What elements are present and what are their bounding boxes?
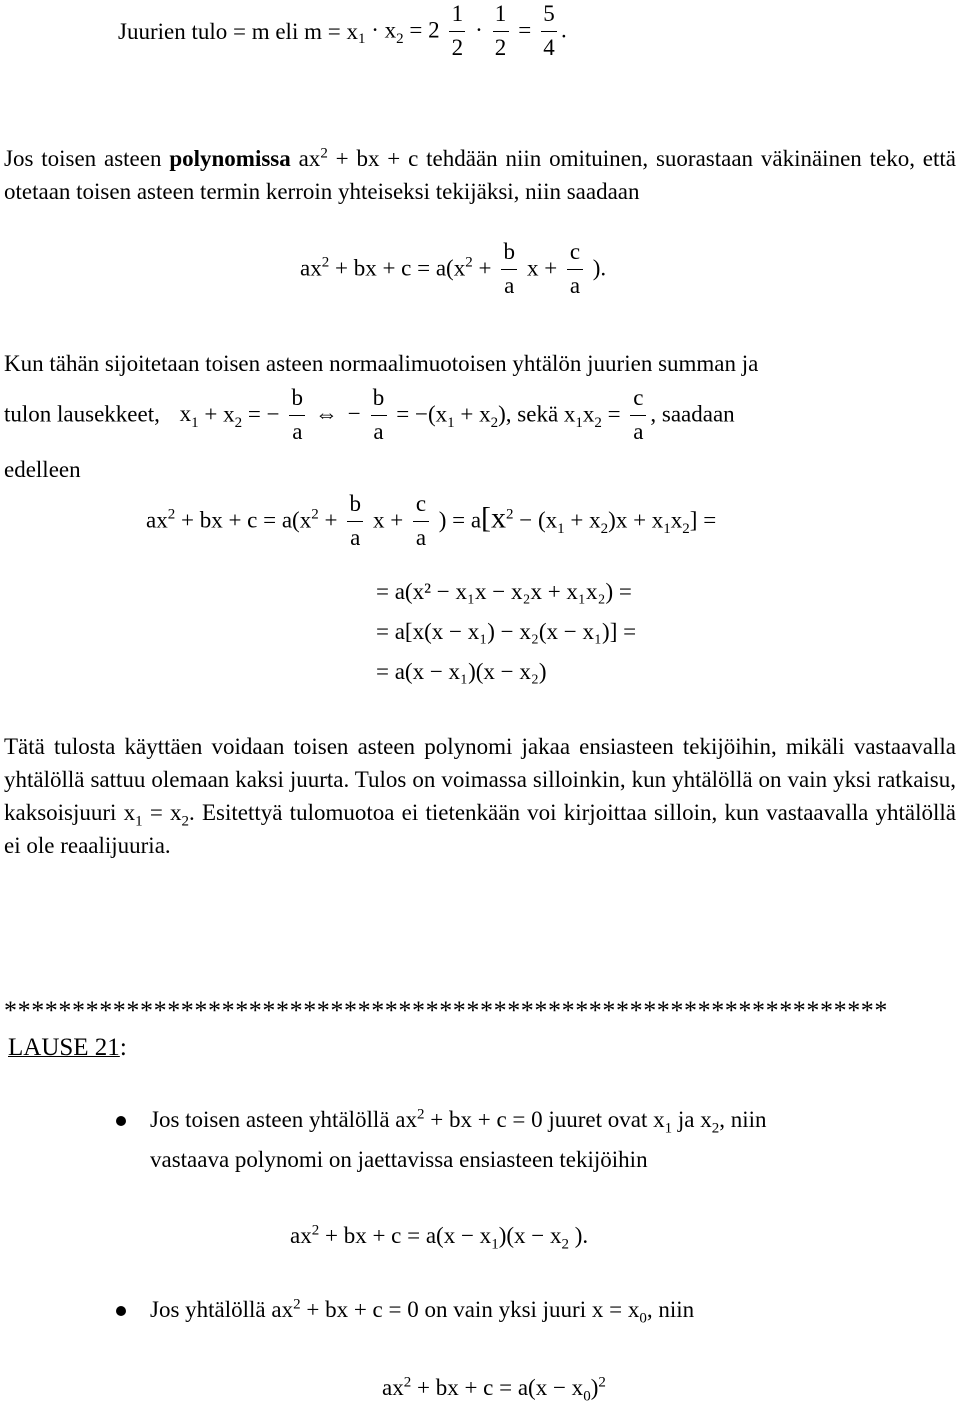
derivation-line-2: = a(x² − x₁x − x₂x + x₁x₂) =: [376, 579, 632, 604]
derivation-line-3: = a[x(x − x₁) − x₂(x − x₁)] =: [376, 619, 637, 644]
para1-bold-term: polynomissa: [169, 146, 291, 171]
derivation-line-1: $ax^2$ + bx + $c = a(x^2$ + $\frac{b}{a}$ x + $\frac{c}{a}$ ) = $a[x^2 - (x_1 + x_2)x + x_1x_2]$ =: [146, 490, 716, 554]
deriv-frac-c-over-a: $\frac{c}{a}$: [411, 490, 431, 554]
derivation-line-4: = a(x − x₁)(x − x₂): [376, 659, 547, 684]
para1-text-a: Jos toisen asteen: [4, 146, 170, 171]
bullet2-line1: Jos yhtälöllä $ax^2$ + bx + c = 0 on vain yksi juuri $x = x_0$, niin: [150, 1296, 695, 1327]
para1-text-c: + bx + c tehdään niin omituinen, suorastaan väkinäinen teko, että otetaan toisen asteen termin kerroin yhteiseksi tekijäksi, niin saadaan: [4, 146, 956, 204]
bullet2-equation: $ax^2$ + bx + $c = a(x - x_0)^2$: [382, 1374, 606, 1405]
intro-eq: = 2: [403, 17, 440, 43]
vieta-frac-b-over-a-1: $\frac{b}{a}$: [287, 384, 307, 448]
star-separator: *****************************************************************: [4, 996, 888, 1025]
intro-frac-2: $\frac{1}{2}$: [491, 0, 511, 64]
intro-eq2: =: [518, 17, 532, 43]
paragraph-factoring-result: Tätä tulosta käyttäen voidaan toisen asteen polynomi jakaa ensiasteen tekijöihin, mikäli vastaavalla yhtälöllä sattuu olemaan kaksi juurta. Tulos on voimassa silloinkin, kun yhtälöllä on vain yksi ratkaisu, kaksoisjuuri $x_1 = x_2$. Esitettyä tulomuotoa ei tietenkään voi kirjoittaa silloin, kun vastaavalla yhtälöllä ei ole reaalijuuria.: [4, 734, 956, 858]
theorem-colon: :: [119, 1034, 127, 1061]
intro-end: .: [561, 17, 567, 43]
intro-mid: · x: [365, 17, 397, 43]
eq1-frac-c-over-a: $\frac{c}{a}$: [565, 238, 585, 302]
bullet1-line1: Jos toisen asteen yhtälöllä $ax^2$ + bx + c = 0 juuret ovat $x_1$ ja $x_2$, niin: [150, 1106, 767, 1137]
eq1-frac-b-over-a: $\frac{b}{a}$: [499, 238, 519, 302]
intro-frac-3: $\frac{5}{4}$: [539, 0, 559, 64]
equation-vieta: tulon lausekkeet, $x_1 + x_2$ = − $\frac{b}{a}$ ⇔ − $\frac{b}{a}$ = $-(x_1 + x_2)$, sekä $x_1x_2$ = $\frac{c}{a}$ , saadaan: [4, 384, 956, 448]
bullet1-equation: $ax^2$ + bx + $c = a(x - x_1)(x - x_2$ ).: [290, 1222, 589, 1253]
theorem-heading: [8, 1034, 127, 1062]
intro-sub1: 1: [357, 30, 366, 47]
equation-factor-a: $ax^2$ + bx + $c = a(x^2$ + $\frac{b}{a}$ x + $\frac{c}{a}$ ).: [300, 238, 606, 302]
paragraph-polynomial-intro: [4, 142, 956, 208]
edelleen-text: edelleen: [4, 457, 81, 482]
intro-equation: [118, 0, 567, 66]
intro-prefix: Juurien tulo = m eli m = x: [118, 19, 358, 45]
intro-sub2: 2: [396, 30, 404, 47]
bullet-marker-2: [116, 1306, 126, 1316]
intro-frac-1: $\frac{1}{2}$: [447, 0, 467, 64]
para1-sup: 2: [320, 145, 328, 162]
intro-dot: ·: [475, 17, 483, 43]
vieta-frac-c-over-a: $\frac{c}{a}$: [628, 384, 648, 448]
vieta-frac-b-over-a-2: $\frac{b}{a}$: [369, 384, 389, 448]
bullet-marker-1: [116, 1116, 126, 1126]
bullet1-line2: vastaava polynomi on jaettavissa ensiasteen tekijöihin: [150, 1147, 648, 1172]
iff-symbol: ⇔: [315, 401, 339, 427]
theorem-title: LAUSE 21: [8, 1034, 120, 1061]
paragraph-roots-intro: Kun tähän sijoitetaan toisen asteen normaalimuotoisen yhtälön juurien summan ja: [4, 351, 759, 376]
deriv-frac-b-over-a: $\frac{b}{a}$: [345, 490, 365, 554]
para1-text-b: ax: [290, 146, 321, 171]
